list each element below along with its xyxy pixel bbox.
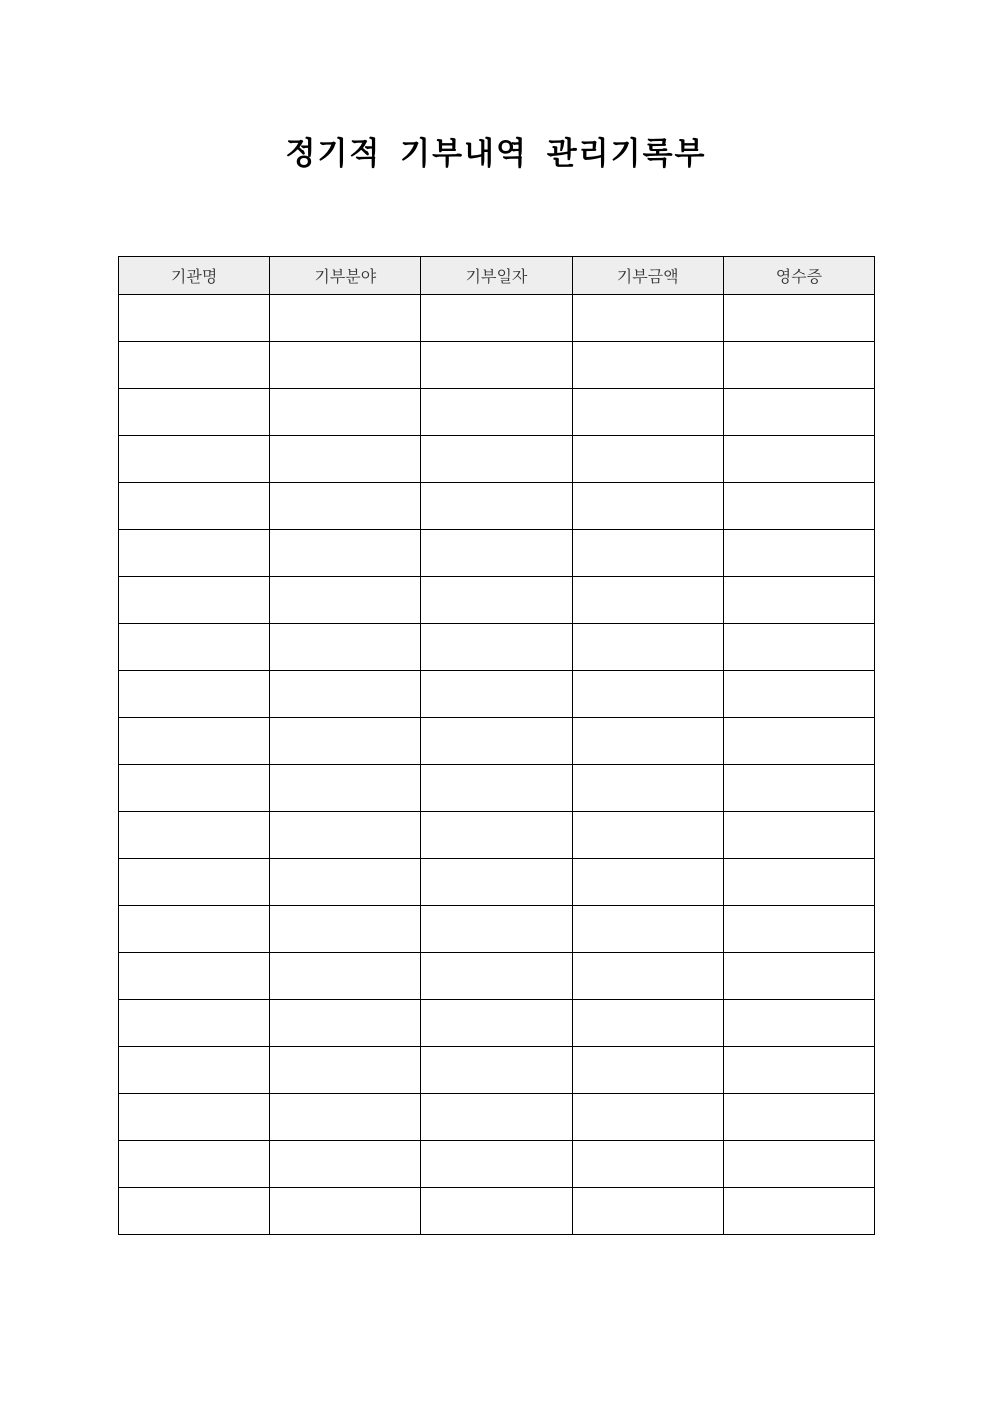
donation-date-cell: [421, 859, 572, 906]
donation-field-cell: [270, 436, 421, 483]
organization-cell: [119, 1094, 270, 1141]
donation-date-cell: [421, 483, 572, 530]
table-row: [119, 812, 875, 859]
donation-date-cell: [421, 389, 572, 436]
organization-cell: [119, 906, 270, 953]
donation-field-cell: [270, 1141, 421, 1188]
organization-cell: [119, 1047, 270, 1094]
table-row: [119, 389, 875, 436]
donation-date-cell: [421, 906, 572, 953]
table-row: [119, 1000, 875, 1047]
donation-field-cell: [270, 483, 421, 530]
organization-cell: [119, 765, 270, 812]
donation-amount-cell: [572, 1188, 723, 1235]
table-row: [119, 530, 875, 577]
donation-amount-cell: [572, 765, 723, 812]
donation-amount-cell: [572, 812, 723, 859]
table-row: [119, 765, 875, 812]
donation-field-cell: [270, 671, 421, 718]
organization-cell: [119, 953, 270, 1000]
receipt-cell: [723, 342, 874, 389]
donation-date-cell: [421, 1141, 572, 1188]
table-body: [119, 295, 875, 1235]
organization-cell: [119, 1000, 270, 1047]
table-row: [119, 624, 875, 671]
organization-cell: [119, 389, 270, 436]
receipt-cell: [723, 765, 874, 812]
donation-date-cell: [421, 577, 572, 624]
receipt-cell: [723, 436, 874, 483]
donation-date-cell: [421, 624, 572, 671]
table-row: [119, 1188, 875, 1235]
donation-amount-cell: [572, 483, 723, 530]
table-row: [119, 577, 875, 624]
donation-amount-cell: [572, 1094, 723, 1141]
receipt-cell: [723, 1000, 874, 1047]
receipt-cell: [723, 718, 874, 765]
receipt-cell: [723, 624, 874, 671]
donation-field-cell: [270, 765, 421, 812]
donation-amount-cell: [572, 295, 723, 342]
receipt-cell: [723, 1188, 874, 1235]
organization-cell: [119, 342, 270, 389]
column-header-receipt: 영수증: [723, 257, 874, 295]
receipt-cell: [723, 859, 874, 906]
organization-cell: [119, 859, 270, 906]
column-header-donation-date: 기부일자: [421, 257, 572, 295]
donation-field-cell: [270, 530, 421, 577]
donation-date-cell: [421, 342, 572, 389]
table-row: [119, 859, 875, 906]
donation-date-cell: [421, 436, 572, 483]
receipt-cell: [723, 295, 874, 342]
table-row: [119, 953, 875, 1000]
organization-cell: [119, 1141, 270, 1188]
donation-amount-cell: [572, 859, 723, 906]
column-header-organization: 기관명: [119, 257, 270, 295]
donation-date-cell: [421, 953, 572, 1000]
donation-field-cell: [270, 1094, 421, 1141]
donation-date-cell: [421, 295, 572, 342]
table-row: [119, 1094, 875, 1141]
receipt-cell: [723, 671, 874, 718]
organization-cell: [119, 812, 270, 859]
column-header-donation-amount: 기부금액: [572, 257, 723, 295]
donation-date-cell: [421, 718, 572, 765]
donation-field-cell: [270, 953, 421, 1000]
organization-cell: [119, 624, 270, 671]
donation-amount-cell: [572, 953, 723, 1000]
donation-date-cell: [421, 1047, 572, 1094]
receipt-cell: [723, 812, 874, 859]
donation-date-cell: [421, 530, 572, 577]
table-row: [119, 295, 875, 342]
page-title: 정기적 기부내역 관리기록부: [285, 136, 707, 172]
donation-field-cell: [270, 577, 421, 624]
donation-amount-cell: [572, 436, 723, 483]
column-header-donation-field: 기부분야: [270, 257, 421, 295]
donation-amount-cell: [572, 1141, 723, 1188]
donation-log-table: [118, 256, 875, 1235]
receipt-cell: [723, 1141, 874, 1188]
donation-amount-cell: [572, 577, 723, 624]
table-row: [119, 483, 875, 530]
organization-cell: [119, 1188, 270, 1235]
receipt-cell: [723, 530, 874, 577]
donation-field-cell: [270, 718, 421, 765]
table-row: [119, 342, 875, 389]
organization-cell: [119, 577, 270, 624]
donation-amount-cell: [572, 530, 723, 577]
receipt-cell: [723, 906, 874, 953]
organization-cell: [119, 718, 270, 765]
table-header-row: [119, 257, 875, 295]
donation-amount-cell: [572, 342, 723, 389]
donation-field-cell: [270, 1188, 421, 1235]
donation-field-cell: [270, 859, 421, 906]
donation-field-cell: [270, 906, 421, 953]
donation-amount-cell: [572, 906, 723, 953]
donation-amount-cell: [572, 671, 723, 718]
organization-cell: [119, 671, 270, 718]
donation-date-cell: [421, 812, 572, 859]
donation-date-cell: [421, 1188, 572, 1235]
donation-amount-cell: [572, 624, 723, 671]
table-row: [119, 1047, 875, 1094]
table-row: [119, 436, 875, 483]
donation-field-cell: [270, 389, 421, 436]
donation-amount-cell: [572, 1000, 723, 1047]
receipt-cell: [723, 1094, 874, 1141]
donation-date-cell: [421, 765, 572, 812]
organization-cell: [119, 295, 270, 342]
table-row: [119, 718, 875, 765]
receipt-cell: [723, 483, 874, 530]
donation-field-cell: [270, 295, 421, 342]
organization-cell: [119, 483, 270, 530]
table-row: [119, 906, 875, 953]
donation-field-cell: [270, 1000, 421, 1047]
table-row: [119, 671, 875, 718]
donation-amount-cell: [572, 718, 723, 765]
receipt-cell: [723, 1047, 874, 1094]
donation-date-cell: [421, 671, 572, 718]
donation-field-cell: [270, 1047, 421, 1094]
donation-field-cell: [270, 812, 421, 859]
organization-cell: [119, 530, 270, 577]
receipt-cell: [723, 577, 874, 624]
donation-field-cell: [270, 342, 421, 389]
donation-amount-cell: [572, 1047, 723, 1094]
donation-date-cell: [421, 1000, 572, 1047]
receipt-cell: [723, 953, 874, 1000]
donation-field-cell: [270, 624, 421, 671]
receipt-cell: [723, 389, 874, 436]
table-row: [119, 1141, 875, 1188]
donation-date-cell: [421, 1094, 572, 1141]
donation-amount-cell: [572, 389, 723, 436]
organization-cell: [119, 436, 270, 483]
